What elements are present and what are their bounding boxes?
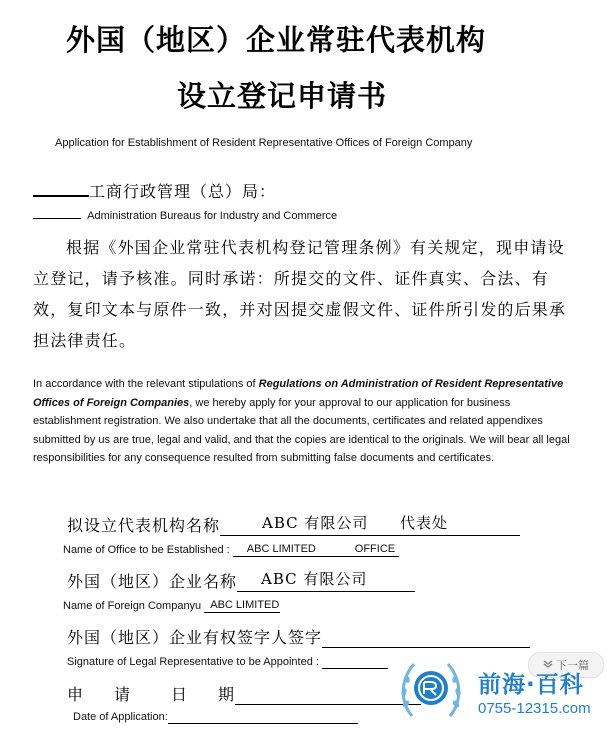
company-name-cn-field[interactable]	[237, 570, 415, 592]
office-name-en-label: Name of Office to be Established :	[63, 544, 230, 556]
signature-en-label: Signature of Legal Representative to be Appointed :	[67, 656, 319, 668]
date-cn-row	[67, 682, 421, 705]
body-en	[33, 375, 573, 468]
title-line1: 外国（地区）企业常驻代表机构	[66, 23, 487, 57]
company-name-en-row	[63, 600, 280, 613]
body-en-before: In accordance with the relevant stipulations of	[33, 378, 259, 390]
company-name-en-label: Name of Foreign Companyu	[63, 600, 202, 612]
signature-cn-field[interactable]	[322, 628, 530, 648]
date-en-field[interactable]	[168, 711, 358, 724]
company-name-en-value: ABC LIMITED	[210, 599, 280, 611]
office-name-cn-label: 拟设立代表机构名称	[67, 516, 221, 535]
body-en-regulation: Regulations on Administration of Resident Representative Offices of Foreign Companies	[33, 378, 564, 409]
office-name-en-value2: OFFICE	[354, 543, 396, 555]
office-name-cn-row	[67, 513, 520, 536]
company-name-cn-value: ABC 有限公司	[261, 570, 368, 588]
office-name-en-row	[63, 544, 399, 557]
date-cn-label-1: 申	[67, 685, 85, 704]
title-line2: 设立登记申请书	[177, 79, 388, 113]
company-name-cn-row	[67, 569, 415, 592]
office-name-cn-value1: ABC 有限公司	[262, 514, 369, 532]
date-cn-label-3: 日	[171, 685, 189, 704]
date-en-row	[73, 711, 358, 724]
date-en-label: Date of Application:	[73, 711, 168, 723]
signature-en-row	[67, 656, 388, 669]
office-name-en-value1: ABC LIMITED	[246, 543, 316, 555]
signature-cn-label: 外国（地区）企业有权签字人签字	[67, 628, 323, 647]
body-en-after: , we hereby apply for your approval to our application for business establishment registration. We also undertake that all the documents, certificates and related appendixes submitted by us are true, legal and valid, and that the copies are identical to the originals. We will bear all legal responsibilities for any consequence resulted from submitting false documents and certificates.	[33, 396, 570, 465]
watermark-logo	[398, 652, 607, 730]
addressee-cn	[33, 179, 276, 202]
body-cn: 根据《外国企业常驻代表机构登记管理条例》有关规定，现申请设立登记，请予核准。同时承诺：所提交的文件、证件真实、合法、有效，复印文本与原件一致，并对因提交虚假文件、证件所引发的后果承担法律责任。	[33, 238, 567, 350]
date-cn-label-4: 期	[218, 685, 236, 704]
office-name-cn-field[interactable]	[220, 514, 520, 536]
signature-cn-row	[67, 625, 530, 648]
addressee-en-text: Administration Bureaus for Industry and Commerce	[87, 210, 338, 222]
next-article-label: 下一篇	[556, 660, 589, 672]
date-cn-field[interactable]	[235, 685, 421, 705]
date-cn-label-2: 请	[114, 685, 132, 704]
signature-en-field[interactable]	[322, 656, 388, 669]
addressee-en	[33, 210, 337, 222]
title-english: Application for Establishment of Resident Representative Offices of Foreign Company	[55, 137, 473, 149]
addressee-blank	[33, 195, 89, 197]
addressee-cn-text: 工商行政管理（总）局：	[89, 182, 277, 201]
brand-phone: 0755-12315.com	[478, 700, 591, 717]
addressee-en-blank	[33, 218, 81, 219]
office-name-en-field[interactable]	[233, 544, 399, 557]
company-name-cn-label: 外国（地区）企业名称	[67, 572, 238, 591]
brand-name: 前海·百科	[478, 672, 584, 698]
company-name-en-field[interactable]	[204, 600, 280, 613]
office-name-cn-value2: 代表处	[400, 514, 449, 532]
